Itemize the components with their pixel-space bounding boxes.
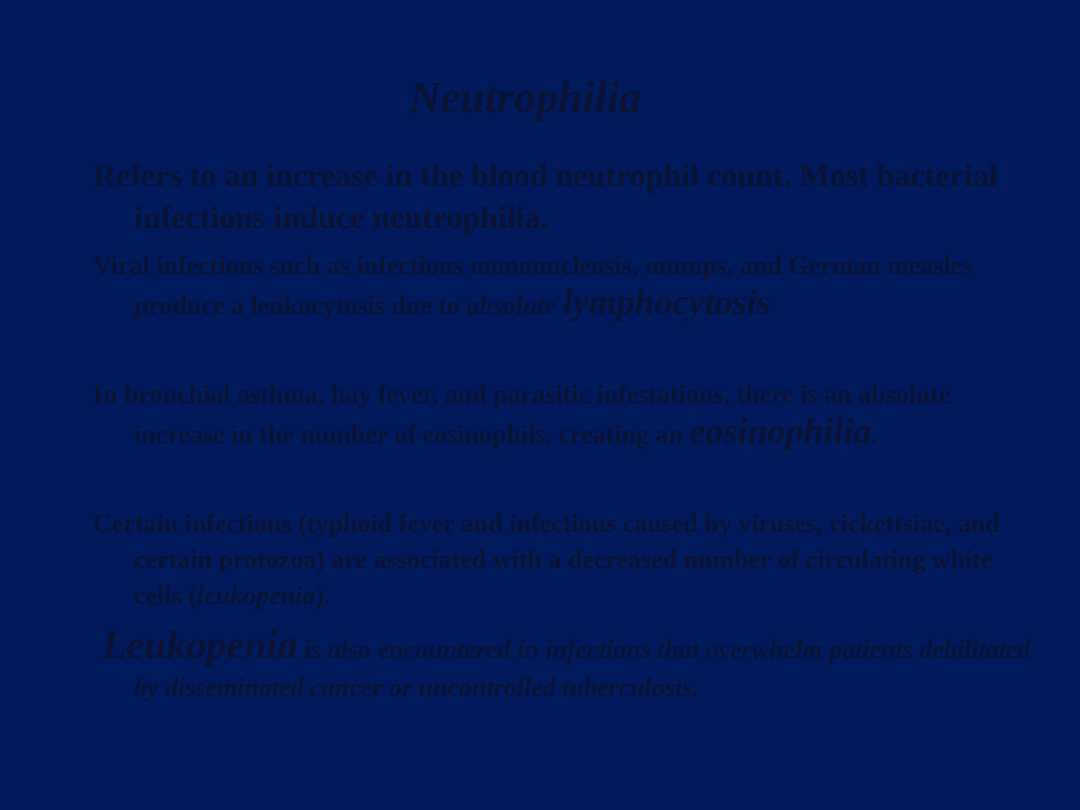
emphasis-leukopenia: leukopenia <box>196 581 316 610</box>
paragraph-lymphocytosis <box>93 248 1034 324</box>
slide-title: Neutrophilia <box>408 73 642 122</box>
paragraph-end: . <box>871 420 878 449</box>
paragraph-eosinophilia <box>93 377 1034 453</box>
paragraph-neutrophilia <box>93 154 1034 238</box>
emphasis-absolute: absolute <box>466 291 557 320</box>
paragraph-leukopenia-cancer <box>102 622 1034 707</box>
paragraph-leukopenia <box>93 506 1034 614</box>
paragraph-end: ). <box>315 581 331 610</box>
paragraph-text: Certain infections (typhoid fever and infections caused by viruses, rickettsiae, and certain protozoa) are associated with a decreased number of circulating white cells ( <box>93 509 1000 610</box>
paragraph-text: In bronchial asthma, hay fever, and parasitic infestations, there is an absolute increase in the number of eosinophils, creating an <box>93 380 951 449</box>
paragraph-text: is also encountered in infections that overwhelm patients debilitated by disseminated cancer or uncontrolled tuberculosis. <box>134 635 1031 702</box>
term-eosinophilia: eosinophilia <box>689 411 872 451</box>
term-lymphocytosis: lymphocytosis <box>562 282 771 322</box>
paragraph-text: Viral infections such as infectious mononucleosis, mumps, and German measles produce a leukocytosis due to <box>93 251 973 320</box>
paragraph-text: Refers to an increase in the blood neutrophil count. Most bacterial infections induce neutrophilia. <box>93 157 998 235</box>
term-leukopenia: Leukopenia <box>102 622 298 667</box>
